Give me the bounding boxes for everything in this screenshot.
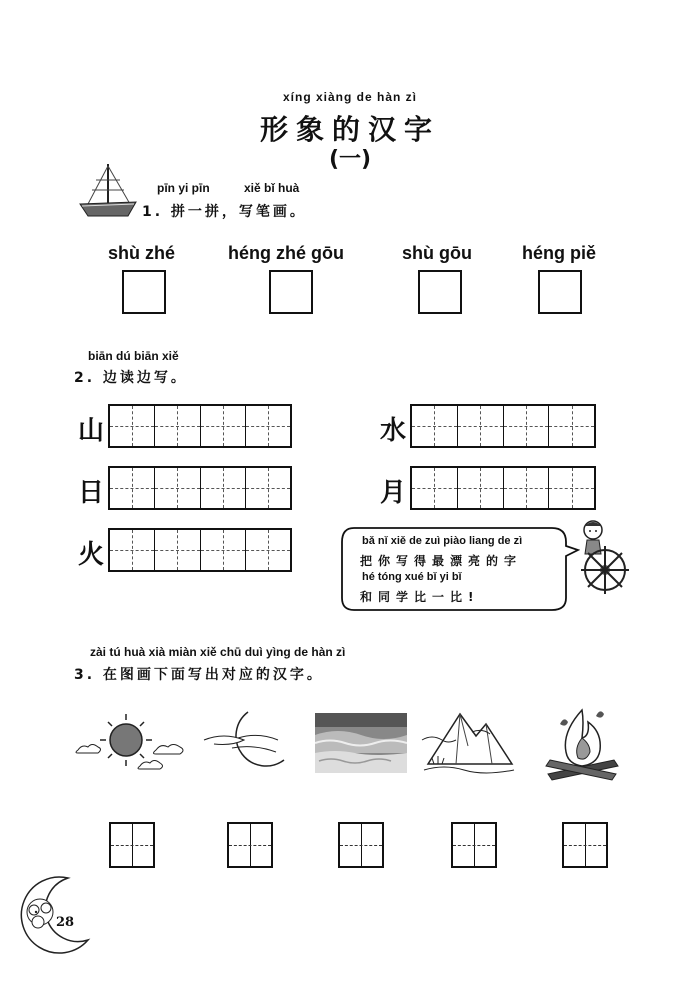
answer-box-mountain[interactable] [451, 822, 497, 868]
stroke-answer-box-4[interactable] [538, 270, 582, 314]
q1-pinyin-b: xiě bǐ huà [244, 181, 300, 195]
sailor-wheel-icon [575, 518, 635, 598]
page-subtitle: (一) [328, 147, 372, 172]
q1-pinyin-a: pīn yi pīn [157, 181, 210, 195]
page-title: 形象的汉字 [259, 113, 440, 146]
char-shui: 水 [380, 416, 407, 446]
answer-box-sun[interactable] [109, 822, 155, 868]
writing-grid-yue[interactable] [410, 466, 596, 510]
sun-picture [74, 710, 190, 776]
char-huo: 火 [78, 540, 105, 570]
writing-grid-shui[interactable] [410, 404, 596, 448]
char-ri: 日 [78, 478, 105, 508]
answer-box-moon[interactable] [227, 822, 273, 868]
char-shan: 山 [78, 416, 105, 446]
page-number: 28 [56, 915, 75, 930]
q2-instruction: 2. 边读边写。 [74, 370, 188, 386]
stroke-answer-box-3[interactable] [418, 270, 462, 314]
writing-grid-shan[interactable] [108, 404, 292, 448]
sailboat-icon [78, 160, 140, 220]
stroke-answer-box-2[interactable] [269, 270, 313, 314]
q3-instruction: 3. 在图画下面写出对应的汉字。 [74, 667, 324, 683]
bubble-pinyin-1: bǎ nǐ xiě de zuì piào liang de zì [362, 535, 523, 547]
q3-pinyin: zài tú huà xià miàn xiě chū duì yìng de hàn zì [90, 645, 346, 659]
stroke-answer-box-1[interactable] [122, 270, 166, 314]
q2-pinyin: biān dú biān xiě [88, 349, 179, 363]
writing-grid-huo[interactable] [108, 528, 292, 572]
stroke-label-2: héng zhé gōu [228, 243, 344, 263]
bubble-pinyin-2: hé tóng xué bǐ yi bǐ [362, 571, 462, 583]
answer-box-water[interactable] [338, 822, 384, 868]
q1-instruction: 1. 拼一拼，写笔画。 [142, 204, 307, 220]
moon-picture [198, 708, 292, 776]
bubble-text-2: 和同学比一比! [360, 590, 480, 604]
water-picture [315, 713, 407, 773]
title-pinyin: xíng xiàng de hàn zì [282, 90, 418, 104]
char-yue: 月 [380, 478, 407, 508]
writing-grid-ri[interactable] [108, 466, 292, 510]
mountain-picture [420, 706, 520, 778]
stroke-label-4: héng piě [522, 243, 597, 263]
answer-box-fire[interactable] [562, 822, 608, 868]
bubble-text-1: 把你写得最漂亮的字 [360, 554, 523, 568]
crescent-sheep-icon [8, 872, 94, 958]
fire-picture [542, 702, 622, 782]
stroke-label-1: shù zhé [108, 243, 176, 263]
stroke-label-3: shù gōu [402, 243, 472, 263]
